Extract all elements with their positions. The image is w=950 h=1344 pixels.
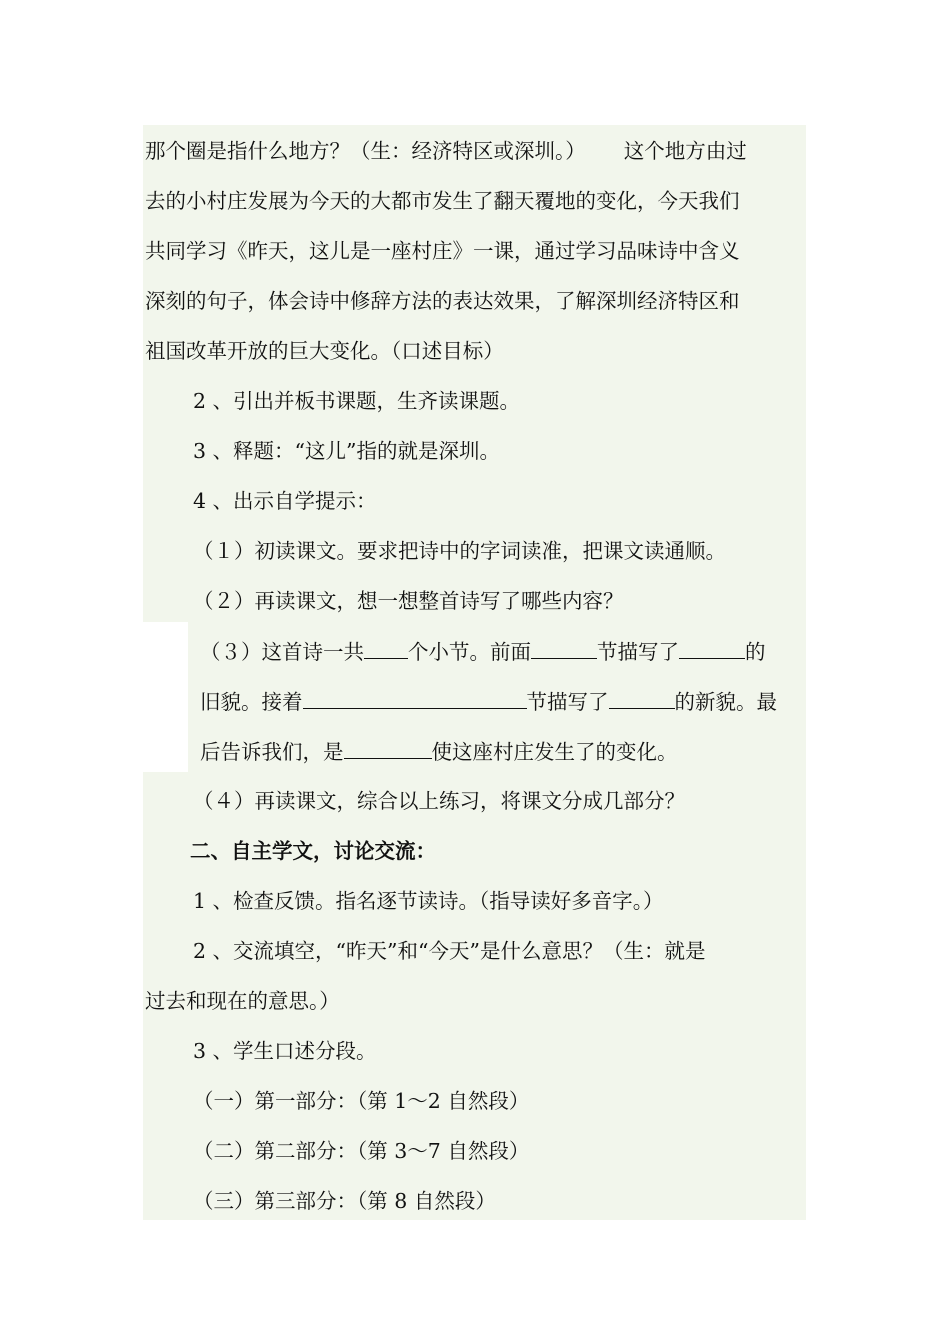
fill-blank[interactable] — [531, 636, 597, 659]
tip-3-text: 的 — [745, 640, 766, 664]
intro-line-5: 祖国改革开放的巨大变化。（口述目标） — [145, 339, 504, 363]
tip-3-text: 使这座村庄发生了的变化。 — [431, 740, 678, 764]
tip-1: （１）初读课文。要求把诗中的字词读准，把课文读通顺。 — [193, 539, 726, 563]
intro-line-1 — [145, 136, 805, 166]
section-2-item-3: 3 、学生口述分段。 — [193, 1039, 377, 1063]
tip-3-text: 旧貌。接着 — [200, 690, 303, 714]
tip-3-text: 后告诉我们，是 — [200, 740, 344, 764]
step-4: 4 、出示自学提示： — [193, 489, 377, 513]
fill-blank[interactable] — [364, 636, 408, 659]
intro-line-1b: 这个地方由过 — [623, 139, 747, 163]
step-3: 3 、释题：“这儿”指的就是深圳。 — [193, 439, 501, 463]
fill-blank[interactable] — [609, 686, 675, 709]
section-2-heading: 二、自主学文，讨论交流： — [190, 839, 436, 863]
tip-3-line-3 — [200, 736, 860, 767]
fill-blank[interactable] — [679, 636, 745, 659]
tip-3-line-1 — [200, 636, 860, 667]
step-2: 2 、引出并板书课题，生齐读课题。 — [193, 389, 521, 413]
section-2-item-2-line-1: 2 、交流填空，“昨天”和“今天”是什么意思？（生：就是 — [193, 939, 706, 963]
intro-line-2: 去的小村庄发展为今天的大都市发生了翻天覆地的变化，今天我们 — [145, 189, 740, 213]
fill-blank[interactable] — [303, 686, 527, 709]
part-2: （二）第二部分：（第 3～7 自然段） — [193, 1139, 530, 1163]
tip-3-text: 节描写了 — [526, 690, 609, 714]
fill-blank[interactable] — [344, 736, 432, 759]
part-3: （三）第三部分：（第 8 自然段） — [193, 1189, 496, 1213]
part-1: （一）第一部分：（第 1～2 自然段） — [193, 1089, 530, 1113]
tip-3-text: 的新貌。最 — [674, 690, 777, 714]
section-2-item-2-line-2: 过去和现在的意思。） — [145, 989, 340, 1013]
tip-3-text: 节描写了 — [597, 640, 679, 664]
tip-2: （２）再读课文，想一想整首诗写了哪些内容？ — [193, 589, 624, 613]
tip-3-text: 个小节。前面 — [408, 640, 531, 664]
intro-line-1a: 那个圈是指什么地方？（生：经济特区或深圳。） — [145, 139, 586, 163]
tip-3-line-2 — [200, 686, 860, 717]
intro-line-3: 共同学习《昨天，这儿是一座村庄》一课，通过学习品味诗中含义 — [145, 239, 740, 263]
tip-3-text: （３）这首诗一共 — [200, 640, 364, 664]
section-2-item-1: 1 、检查反馈。指名逐节读诗。（指导读好多音字。） — [193, 889, 664, 913]
tip-4: （４）再读课文，综合以上练习，将课文分成几部分？ — [193, 789, 685, 813]
intro-line-4: 深刻的句子，体会诗中修辞方法的表达效果，了解深圳经济特区和 — [145, 289, 740, 313]
